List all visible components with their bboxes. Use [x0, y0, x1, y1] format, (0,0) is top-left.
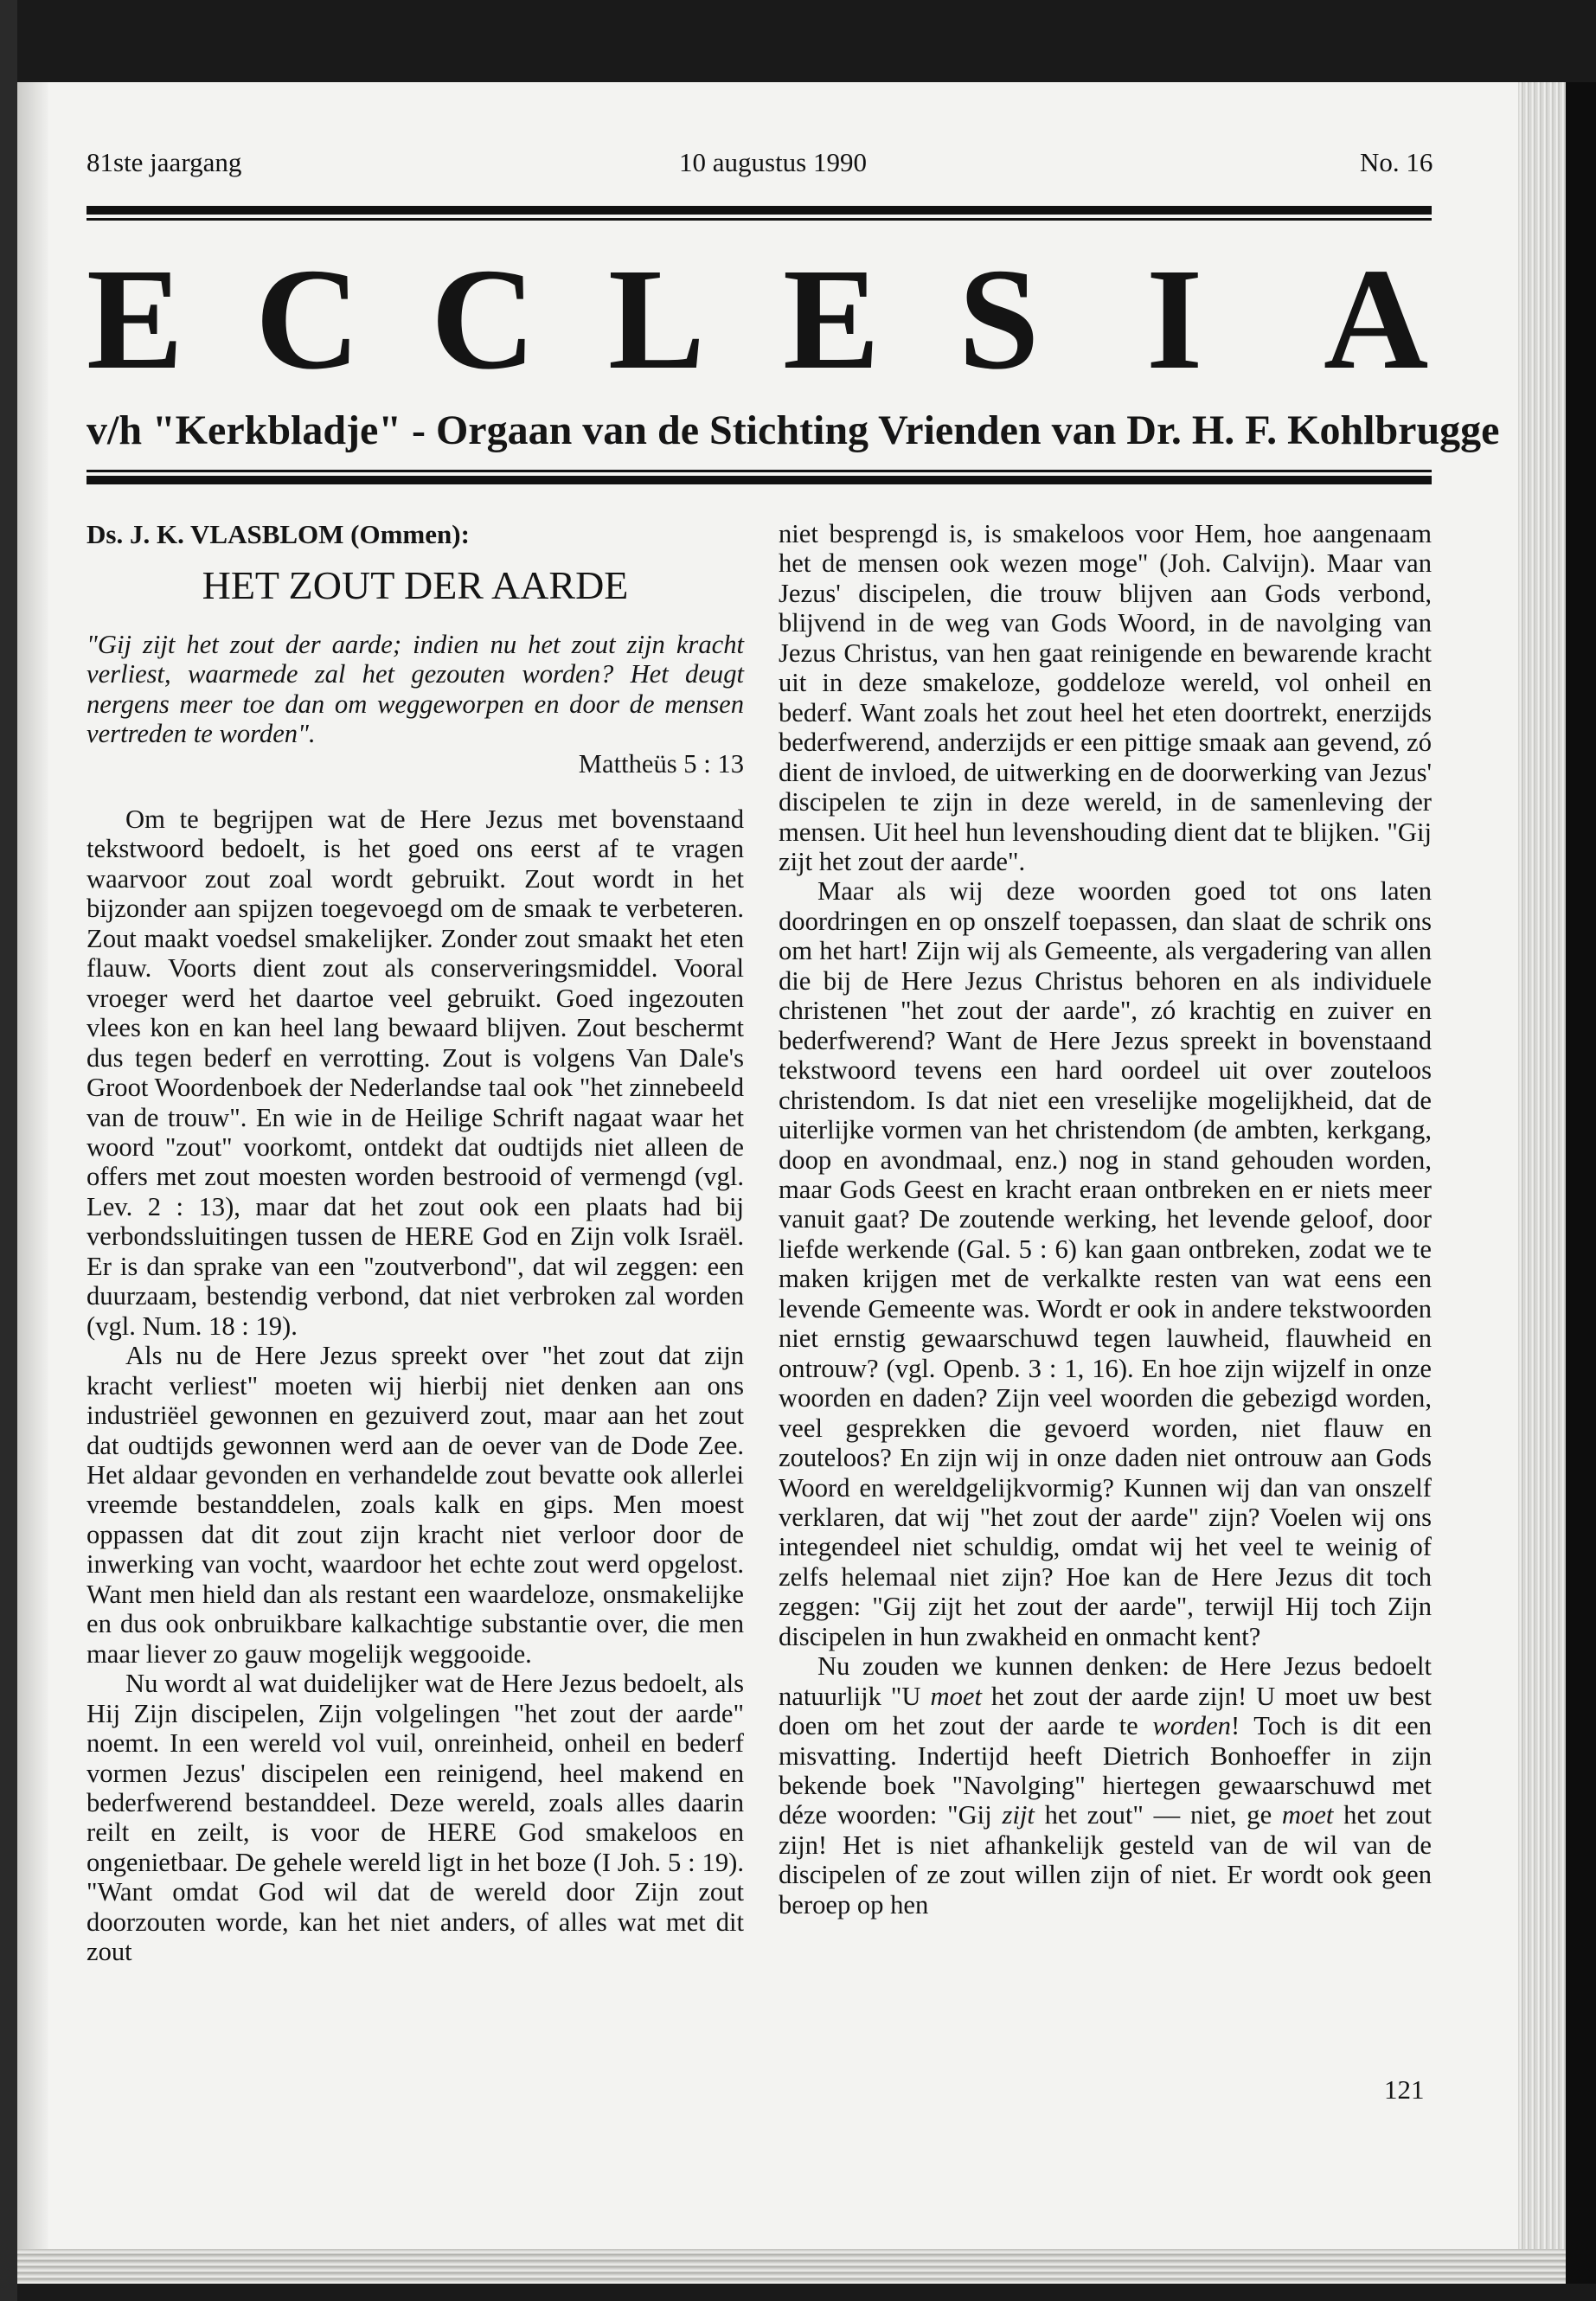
text-run: het zout" — niet, ge: [1034, 1800, 1282, 1830]
article-author: Ds. J. K. VLASBLOM (Ommen):: [87, 519, 470, 549]
text-run: ! Toch is dit een misvatting. Indertijd heeft Dietrich Bonhoeffer in zijn bekende boek "Navolging" hiertegen gewaarschuwd met déze woorden: "Gij: [779, 1711, 1432, 1830]
header-rule-top: [87, 206, 1432, 215]
issue-number: No. 16: [1360, 147, 1433, 177]
paragraph: niet besprengd is, is smakeloos voor Hem, hoe aangenaam het de mensen ook wezen moge" (Joh. Calvijn). Maar van Jezus' discipelen, die trouw blijven aan Gods verbond, blijvend in de weg van Gods Woord, in de navolging van Jezus Christus, van hen gaat reinigende en bewarende kracht uit in deze smakeloze, goddeloze wereld, vol onheil en bederf. Want zoals het zout heel het eten doortrekt, enerzijds bederfwerend, anderzijds er een pittige smaak aan gevend, zó dient de invloed, de uitwerking en de doorwerking van Jezus' discipelen te zijn in deze wereld, in de samenleving der mensen. Uit heel hun levenshouding dient dat te blijken. "Gij zijt het zout der aarde".: [779, 519, 1432, 876]
text-run: Nu zouden we kunnen denken: de Here Jezus bedoelt natuurlijk "U: [779, 1651, 1432, 1711]
paragraph: Als nu de Here Jezus spreekt over "het zout dat zijn kracht verliest" moeten wij hierbij niet denken aan ons industriëel gewonnen en gezuiverd zout, maar aan het zout dat oudtijds gewonnen werd aan de oever van de Dode Zee. Het aldaar gevonden en verhandelde zout bevatte ook allerlei vreemde bestanddelen, zoals kalk en gips. Men moest oppassen dat dit zout zijn kracht niet verloor door de inwerking van vocht, waardoor het echte zout werd opgelost. Want men hield dan als restant een waardeloze, onsmakelijke en dus ook onbruikbare kalkachtige substantie over, die men maar liever zo gauw mogelijk weggooide.: [87, 1341, 744, 1669]
text-run: het zout zijn! Het is niet afhankelijk gesteld van de wil van de discipelen of ze zout willen zijn of niet. Er wordt ook geen beroep op hen: [779, 1800, 1432, 1920]
scan-shadow: [1566, 82, 1596, 2284]
issue-date: 10 augustus 1990: [679, 147, 867, 177]
header-rule-bottom-thin: [87, 470, 1432, 472]
scan-background: [0, 0, 17, 2301]
emphasis: zijt: [1002, 1800, 1035, 1830]
text-run: het zout der aarde zijn! U moet uw best doen om het zout der aarde te: [779, 1681, 1432, 1741]
page-bottom-edges: [17, 2249, 1566, 2284]
volume-label: 81ste jaargang: [87, 147, 242, 177]
title-letter: C: [255, 239, 361, 400]
article-column-right: [779, 519, 1432, 1920]
title-letter: E: [783, 239, 881, 400]
paragraph: Maar als wij deze woorden goed tot ons laten doordringen en op onszelf toepassen, dan slaat de schrik ons om het hart! Zijn wij als Gemeente, als vergadering van allen die bij de Here Jezus Christus behoren en als individuele christenen "het zout der aarde", zó krachtig en zuiver en bederfwerend? Want de Here Jezus spreekt in bovenstaand tekstwoord tevens een hard oordeel uit over zouteloos christendom. Is dat niet een vreselijke mogelijkheid, dat de uiterlijke vormen van het christendom (de ambten, kerkgang, doop en avondmaal, enz.) nog in stand gehouden worden, maar Gods Geest en kracht eraan ontbreken en er niets meer vanuit gaat? De zoutende werking, het levende geloof, door liefde werkende (Gal. 5 : 6) kan gaan ontbreken, zodat we te maken krijgen met de verkalkte resten van wat eens een levende Gemeente was. Wordt er ook in andere tekstwoorden niet ernstig gewaarschuwd tegen lauwheid, flauwheid en ontrouw? (vgl. Openb. 3 : 1, 16). En hoe zijn wijzelf in onze woorden en daden? Zijn veel woorden die gebezigd worden, veel gesprekken die gevoerd worden, niet flauw en zouteloos? En zijn wij in onze daden niet ontrouw aan Gods Woord en wereldgelijkvormig? Kunnen wij dan van onszelf verklaren, dat wij "het zout der aarde" zijn? Voelen wij ons integendeel niet schuldig, omdat wij het veel te weinig of zelfs helemaal niet zijn? Hoe kan de Here Jezus dit toch zeggen: "Gij zijt het zout der aarde", terwijl Hij toch Zijn discipelen in hun zwakheid en onmacht kent?: [779, 876, 1432, 1651]
emphasis: moet: [1281, 1800, 1334, 1830]
title-letter: C: [431, 239, 536, 400]
masthead-subtitle: v/h "Kerkbladje" - Orgaan van de Stichting Vrienden van Dr. H. F. Kohlbrugge: [87, 407, 1500, 453]
header-rule-top-thin: [87, 218, 1432, 221]
paragraph: Nu wordt al wat duidelijker wat de Here Jezus bedoelt, als Hij Zijn discipelen, Zijn volgelingen "het zout der aarde" noemt. In een wereld vol vuil, onreinheid, onheil en bederf vormen Jezus' discipelen een reinigend, heel makend en bederfwerend bestanddeel. Deze wereld, zoals alles daarin reilt en zeilt, is voor de HERE God smakeloos en ongenietbaar. De gehele wereld ligt in het boze (I Joh. 5 : 19). "Want omdat God wil dat de wereld door Zijn zout doorzouten worde, kan het niet anders, of alles wat met dit zout: [87, 1669, 744, 1967]
title-letter: E: [87, 239, 184, 400]
title-letter: L: [608, 239, 706, 400]
emphasis: moet: [930, 1681, 982, 1711]
title-letter: S: [958, 239, 1040, 400]
article-column-left: [87, 804, 744, 1967]
title-letter: A: [1324, 239, 1429, 400]
scripture-quote: "Gij zijt het zout der aarde; indien nu het zout zijn kracht verliest, waarmede zal het gezouten worden? Het deugt nergens meer toe dan om weggeworpen en door de mensen vertreden te worden".: [87, 630, 744, 749]
header-rule-bottom: [87, 476, 1432, 484]
article-heading: HET ZOUT DER AARDE: [202, 563, 629, 607]
paragraph: [779, 1651, 1432, 1920]
title-letter: I: [1146, 239, 1203, 400]
emphasis: worden: [1152, 1711, 1231, 1741]
page-gutter-shadow: [17, 82, 48, 2284]
page-number: 121: [1384, 2074, 1425, 2105]
paragraph: Om te begrijpen wat de Here Jezus met bovenstaand tekstwoord bedoelt, is het goed ons eerst af te vragen waarvoor zout zoal wordt gebruikt. Zout wordt in het bijzonder aan spijzen toegevoegd om de smaak te verbeteren. Zout maakt voedsel smakelijker. Zonder zout smaakt het eten flauw. Voorts dient zout als conserveringsmiddel. Vooral vroeger werd het daartoe veel gebruikt. Goed ingezouten vlees kon en kan heel lang bewaard blijven. Zout beschermt dus tegen bederf en verrotting. Zout is volgens Van Dale's Groot Woordenboek der Nederlandse taal ook "het zinnebeeld van de trouw". En wie in de Heilige Schrift nagaat waar het woord "zout" voorkomt, ontdekt dat oudtijds niet alleen de offers met zout moesten worden bestrooid of vermengd (vgl. Lev. 2 : 13), maar dat het zout ook een plaats had bij verbondssluitingen tussen de HERE God en Zijn volk Israël. Er is dan sprake van een "zoutverbond", dat wil zeggen: een duurzaam, bestendig verbond, dat niet verbroken zal worden (vgl. Num. 18 : 19).: [87, 804, 744, 1341]
scripture-reference: Mattheüs 5 : 13: [578, 749, 744, 779]
